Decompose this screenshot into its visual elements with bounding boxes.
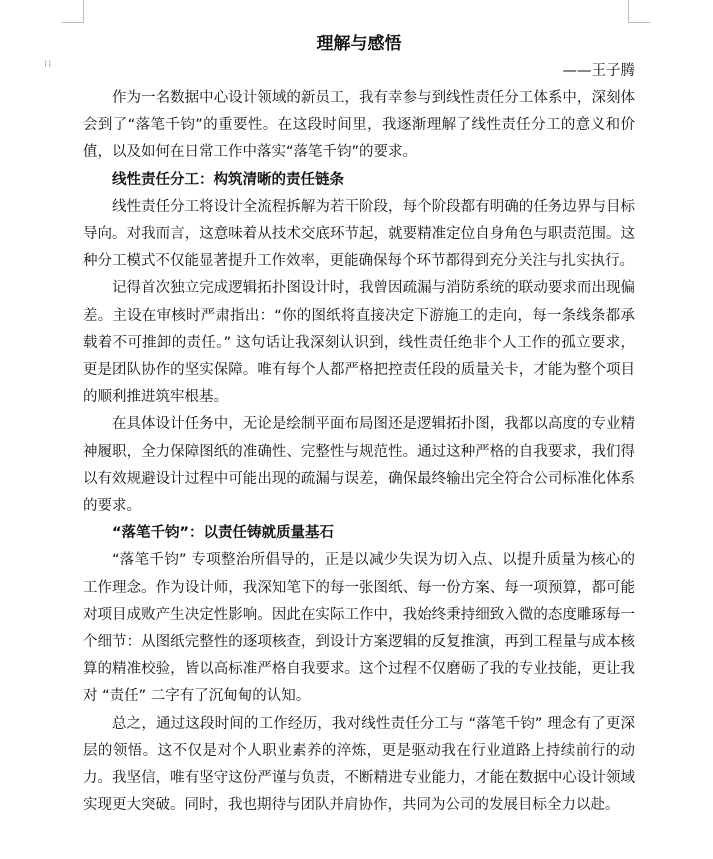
section-heading: 线性责任分工：构筑清晰的责任链条: [112, 171, 344, 188]
crop-mark-top-right-h: [628, 22, 650, 23]
paragraph: 记得首次独立完成逻辑拓扑图设计时，我曾因疏漏与消防系统的联动要求而出现偏差。主设在审核时严肃指出：“你的图纸将直接决定下游施工的走向，每一条线条都承载着不可推卸的责任。” 这句话让我深刻认识到，线性责任绝非个人工作的孤立要求，更是团队协作的坚实保障。唯有每个人都严格把控责任段的质量关卡，才能为整个项目的顺利推进筑牢根基。: [83, 280, 635, 406]
drag-handle-icon[interactable]: ⁞⁞: [44, 59, 53, 70]
document-page: [83, 30, 635, 819]
paragraph: 作为一名数据中心设计领域的新员工，我有幸参与到线性责任分工体系中，深刻体会到了“落笔千钧”的重要性。在这段时间里，我逐渐理解了线性责任分工的意义和价值，以及如何在日常工作中落实“落笔千钧”的要求。: [83, 90, 635, 161]
paragraph: 总之，通过这段时间的工作经历，我对线性责任分工与 “落笔千钧” 理念有了更深层的领悟。这不仅是对个人职业素养的淬炼，更是驱动我在行业道路上持续前行的动力。我坚信，唯有坚守这份严谨与负责，不断精进专业能力，才能在数据中心设计领域实现更大突破。同时，我也期待与团队并肩协作，共同为公司的发展目标全力以赴。: [83, 715, 635, 814]
paragraph: “落笔千钧” 专项整治所倡导的，正是以减少失误为切入点、以提升质量为核心的工作理念。作为设计师，我深知笔下的每一张图纸、每一份方案、每一项预算，都可能对项目成败产生决定性影响。因此在实际工作中，我始终秉持细致入微的态度雕琢每一个细节：从图纸完整性的逐项核查，到设计方案逻辑的反复推演，再到工程量与成本核算的精准校验，皆以高标准严格自我要求。这个过程不仅磨砺了我的专业技能，更让我对 “责任” 二字有了沉甸甸的认知。: [83, 552, 635, 705]
section-heading: “落笔千钧”：以责任铸就质量基石: [112, 525, 335, 542]
document-title: 理解与感悟: [316, 34, 402, 54]
paragraph: 在具体设计任务中，无论是绘制平面布局图还是逻辑拓扑图，我都以高度的专业精神履职，全力保障图纸的准确性、完整性与规范性。通过这种严格的自我要求，我们得以有效规避设计过程中可能出现的疏漏与误差，确保最终输出完全符合公司标准化体系的要求。: [83, 416, 635, 515]
crop-mark-top-left-h: [62, 22, 84, 23]
paragraph: 线性责任分工将设计全流程拆解为若干阶段，每个阶段都有明确的任务边界与目标导向。对我而言，这意味着从技术交底环节起，就要精准定位自身角色与职责范围。这种分工模式不仅能显著提升工作效率，更能确保每个环节都得到充分关注与扎实执行。: [83, 198, 635, 270]
document-author: ——王子腾: [562, 63, 635, 79]
crop-mark-top-right-v: [628, 0, 629, 22]
crop-mark-top-left-v: [83, 0, 84, 22]
